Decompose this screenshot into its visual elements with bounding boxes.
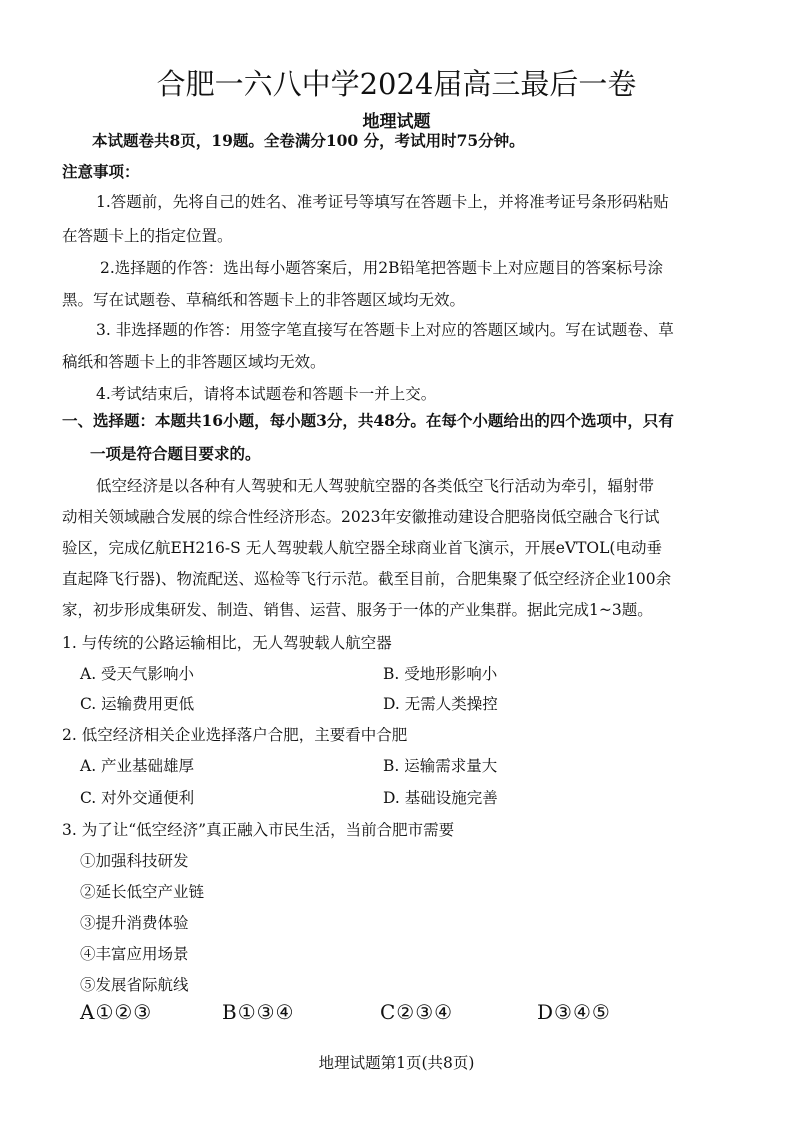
passage-line: 家，初步形成集研发、制造、销售、运营、服务于一体的产业集群。据此完成1~3题。: [62, 601, 653, 619]
notice-line: 1.答题前，先将自己的姓名、准考证号等填写在答题卡上，并将准考证号条形码粘贴: [96, 193, 669, 211]
section-heading: 一、选择题：本题共16小题，每小题3分，共48分。在每个小题给出的四个选项中，只有: [62, 411, 674, 430]
option-d: D③④⑤: [537, 1000, 611, 1024]
list-item: ①加强科技研发: [80, 852, 189, 870]
list-item: ④丰富应用场景: [80, 945, 189, 963]
passage-line: 低空经济是以各种有人驾驶和无人驾驶航空器的各类低空飞行活动为牵引，辐射带: [96, 477, 655, 495]
notice-line: 稿纸和答题卡上的非答题区域均无效。: [62, 353, 326, 371]
option-a: A. 产业基础雄厚: [80, 757, 195, 775]
option-d: D. 无需人类操控: [383, 695, 498, 713]
question-stem: 3. 为了让“低空经济”真正融入市民生活，当前合肥市需要: [62, 821, 455, 839]
list-item: ⑤发展省际航线: [80, 976, 189, 994]
question-stem: 1. 与传统的公路运输相比，无人驾驶载人航空器: [62, 634, 392, 652]
list-item: ③提升消费体验: [80, 914, 189, 932]
option-a: A①②③: [80, 1000, 153, 1024]
notice-line: 黑。写在试题卷、草稿纸和答题卡上的非答题区域均无效。: [62, 291, 466, 309]
notice-line: 3. 非选择题的作答：用签字笔直接写在答题卡上对应的答题区域内。写在试题卷、草: [96, 321, 674, 339]
subject-title: 地理试题: [362, 112, 431, 132]
option-b: B. 受地形影响小: [383, 665, 498, 683]
notice-line: 在答题卡上的指定位置。: [62, 227, 233, 245]
option-b: B①③④: [222, 1000, 295, 1024]
notice-line: 2.选择题的作答：选出每小题答案后，用2B铅笔把答题卡上对应题目的答案标号涂: [100, 259, 664, 277]
passage-line: 验区，完成亿航EH216-S 无人驾驶载人航空器全球商业首飞演示，开展eVTOL(电动垂: [62, 539, 662, 557]
option-b: B. 运输需求量大: [383, 757, 498, 775]
option-c: C②③④: [380, 1000, 454, 1024]
section-heading-cont: 一项是符合题目要求的。: [90, 444, 261, 463]
notice-heading: 注意事项：: [62, 162, 140, 181]
option-a: A. 受天气影响小: [80, 665, 195, 683]
list-item: ②延长低空产业链: [80, 883, 205, 901]
question-stem: 2. 低空经济相关企业选择落户合肥，主要看中合肥: [62, 726, 408, 744]
exam-info: 本试题卷共8页，19题。全卷满分100 分，考试用时75分钟。: [92, 131, 525, 150]
notice-line: 4.考试结束后，请将本试题卷和答题卡一并上交。: [96, 385, 437, 403]
option-c: C. 对外交通便利: [80, 789, 195, 807]
page-footer: 地理试题第1页(共8页): [318, 1054, 475, 1072]
passage-line: 动相关领域融合发展的综合性经济形态。2023年安徽推动建设合肥骆岗低空融合飞行试: [62, 508, 660, 526]
option-d: D. 基础设施完善: [383, 789, 498, 807]
passage-line: 直起降飞行器)、物流配送、巡检等飞行示范。截至目前，合肥集聚了低空经济企业100余: [62, 570, 672, 588]
exam-title: 合肥一六八中学2024届高三最后一卷: [156, 67, 637, 101]
option-c: C. 运输费用更低: [80, 695, 195, 713]
